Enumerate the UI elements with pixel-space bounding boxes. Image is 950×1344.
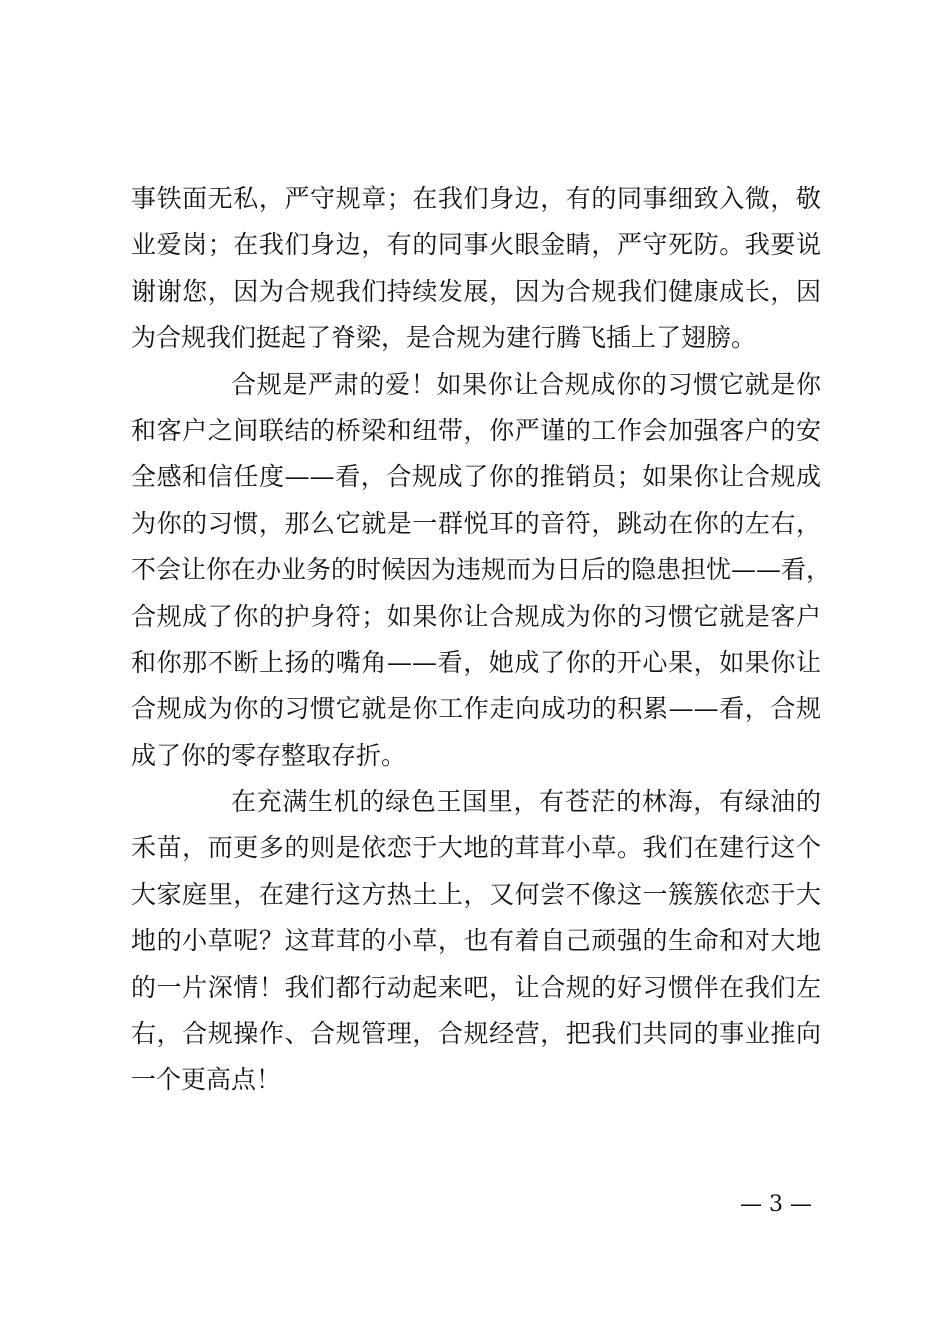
text-line: 在充满生机的绿色王国里，有苍茫的林海，有绿油的 (231, 787, 821, 817)
text-line: 和你那不断上扬的嘴角——看，她成了你的开心果，如果你让 (131, 647, 821, 677)
text-line: 合规成为你的习惯它就是你工作走向成功的积累——看，合规 (131, 694, 821, 724)
text-line: 合规成了你的护身符；如果你让合规成为你的习惯它就是客户 (131, 601, 821, 631)
text-line: 大家庭里，在建行这方热土上，又何尝不像这一簇簇依恋于大 (131, 879, 821, 909)
text-line: 为合规我们挺起了脊梁，是合规为建行腾飞插上了翅膀。 (131, 323, 757, 353)
body-text (131, 176, 832, 1104)
text-line: 业爱岗；在我们身边，有的同事火眼金睛，严守死防。我要说 (131, 230, 821, 260)
text-line: 禾苗，而更多的则是依恋于大地的茸茸小草。我们在建行这个 (131, 833, 821, 863)
text-line: 一个更高点！ (131, 1065, 282, 1095)
text-line: 地的小草呢？这茸茸的小草，也有着自己顽强的生命和对大地 (131, 926, 821, 956)
text-line: 全感和信任度——看，合规成了你的推销员；如果你让合规成 (131, 462, 821, 492)
text-line: 和客户之间联结的桥梁和纽带，你严谨的工作会加强客户的安 (131, 415, 821, 445)
paragraph-2 (131, 362, 832, 780)
text-line: 为你的习惯，那么它就是一群悦耳的音符，跳动在你的左右， (131, 508, 821, 538)
text-line: 谢谢您，因为合规我们持续发展，因为合规我们健康成长，因 (131, 276, 821, 306)
paragraph-3 (131, 779, 821, 1104)
text-line: 事铁面无私，严守规章；在我们身边，有的同事细致入微，敬 (131, 184, 821, 213)
text-line: 的一片深情！我们都行动起来吧，让合规的好习惯伴在我们左 (131, 972, 821, 1002)
paragraph-1 (131, 176, 821, 362)
text-line: 右，合规操作、合规管理，合规经营，把我们共同的事业推向 (131, 1019, 821, 1049)
page-number: — 3 — (740, 1192, 812, 1217)
text-line: 合规是严肃的爱！如果你让合规成你的习惯它就是你 (231, 369, 821, 399)
text-line: 不会让你在办业务的时候因为违规而为日后的隐患担忧——看， (131, 555, 832, 585)
text-line: 成了你的零存整取存折。 (131, 740, 407, 770)
